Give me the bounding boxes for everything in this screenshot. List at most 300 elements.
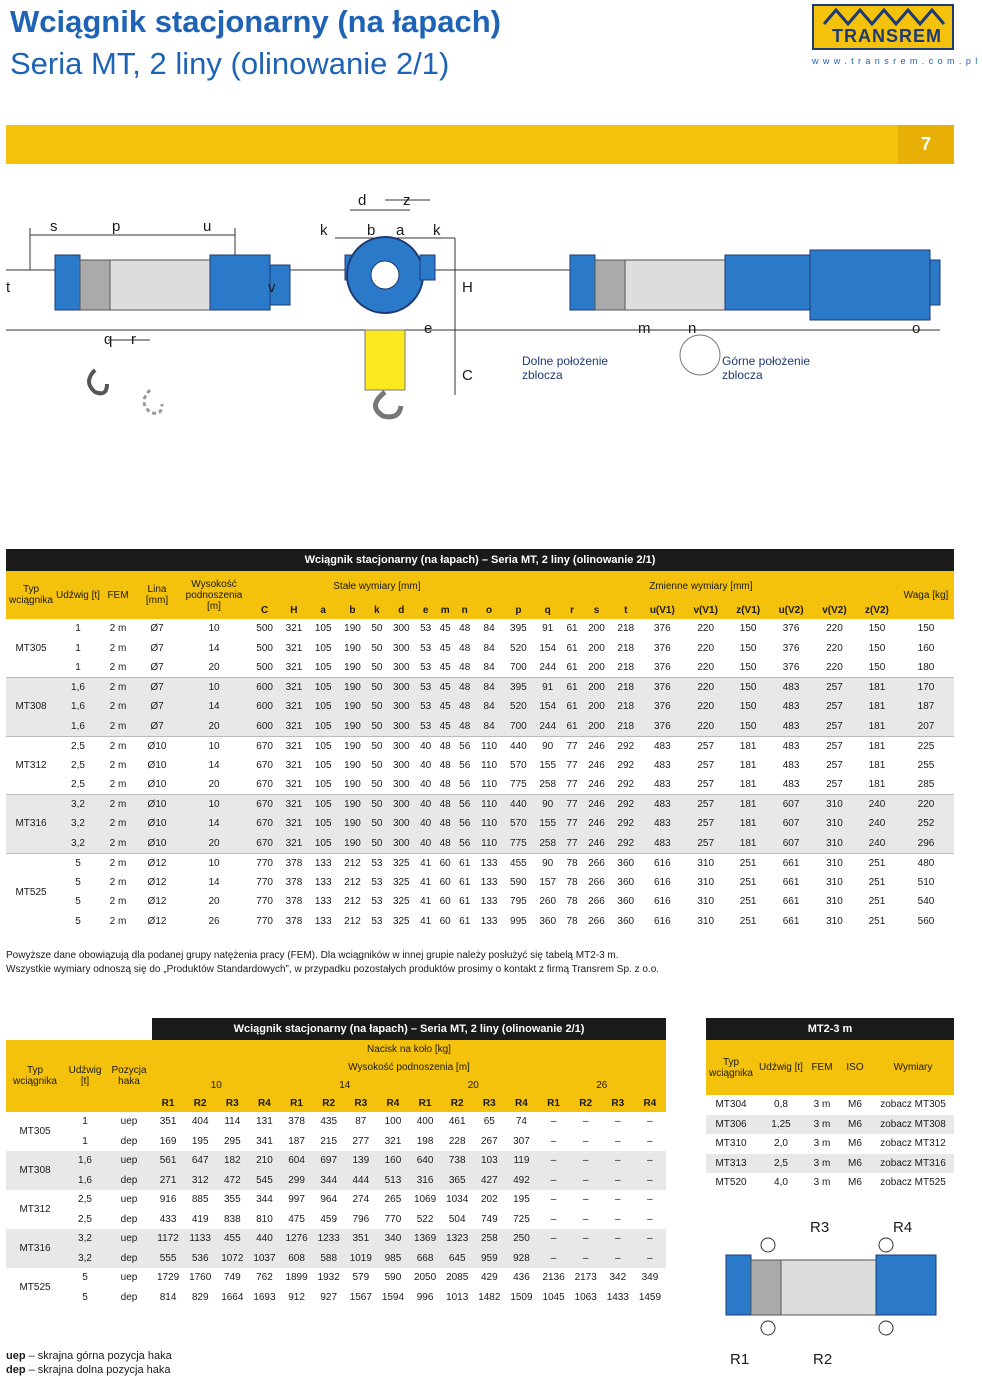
table-cell: 1899 [285, 1272, 308, 1284]
table-row [6, 697, 954, 717]
table-cell: 215 [320, 1135, 338, 1147]
table-cell: 61 [455, 853, 475, 873]
table-cell: – [634, 1229, 666, 1249]
header-udzwig: Udźwig [t] [56, 589, 100, 601]
table-cell: 257 [826, 779, 843, 790]
table-cell: 435 [320, 1116, 338, 1128]
table-cell: 645 [441, 1249, 473, 1269]
table-cell: 2 m [109, 623, 127, 635]
table-cell: 996 [416, 1291, 434, 1303]
table-cell: 1063 [574, 1291, 597, 1303]
table-row [706, 1173, 954, 1193]
dimensions-table [6, 549, 954, 931]
table-cell: 105 [309, 717, 338, 737]
table-cell: 257 [813, 678, 856, 698]
table-cell: 560 [917, 915, 935, 927]
table-cell: 321 [285, 779, 303, 790]
table-cell: 1693 [253, 1291, 276, 1303]
dim-u: u [203, 218, 212, 235]
table-cell: 292 [611, 795, 640, 815]
table-cell: 180 [917, 662, 935, 673]
lower-position-note: Dolne położenie zblocza [522, 354, 609, 382]
table-cell: 483 [769, 736, 813, 756]
table-cell: 53 [416, 697, 436, 717]
table-cell: 661 [782, 896, 800, 908]
table-cell: 133 [314, 896, 332, 908]
table-cell: 2 m [109, 915, 127, 927]
logo-text: TRANSREM [832, 26, 942, 46]
table-cell: 310 [697, 896, 715, 908]
table-cell: 110 [474, 795, 503, 815]
table-cell: 41 [420, 896, 432, 908]
table-cell: 461 [448, 1116, 466, 1128]
table-cell: 40 [416, 814, 436, 834]
table-cell: 150 [727, 697, 769, 717]
table-cell: 604 [281, 1151, 313, 1171]
table-cell: 810 [256, 1213, 273, 1225]
table-cell: 53 [420, 662, 432, 673]
table-row [6, 1151, 666, 1171]
table-cell: 300 [387, 795, 416, 815]
table-cell: 3,2 [56, 814, 100, 834]
table-cell: 61 [562, 717, 582, 737]
table-cell: 61 [459, 915, 471, 927]
table-cell: 455 [216, 1229, 248, 1249]
table-cell: 378 [288, 1116, 305, 1128]
table-cell: 321 [279, 697, 308, 717]
table-cell: 1,25 [756, 1115, 806, 1135]
table-cell: 60 [439, 876, 451, 888]
table-cell: 492 [505, 1171, 537, 1191]
table-cell: – [570, 1229, 602, 1249]
table-row [6, 834, 954, 854]
page-number: 7 [898, 125, 954, 164]
table-cell: 257 [684, 814, 727, 834]
height-header-0: 10 [210, 1079, 222, 1091]
table-cell: 351 [159, 1116, 177, 1128]
table-cell: 246 [588, 759, 605, 771]
table-cell: 536 [184, 1249, 216, 1269]
dim-b: b [367, 222, 376, 239]
table-cell: Ø7 [136, 717, 178, 737]
table-cell: 53 [371, 915, 383, 927]
table-cell: 133 [314, 915, 332, 927]
table-cell: 2,5 [71, 759, 85, 771]
table-cell: 90 [533, 853, 562, 873]
table-cell: 376 [640, 717, 684, 737]
table-cell: 14 [208, 876, 220, 888]
upper-position-note: Górne położenie zblocza [722, 354, 811, 382]
table-cell: 964 [320, 1194, 338, 1206]
table-row [6, 1249, 666, 1269]
table-cell: 480 [898, 853, 954, 873]
table-cell: 376 [782, 623, 800, 635]
sub-header-4: k [374, 604, 380, 616]
table-row [706, 1134, 954, 1154]
table-cell: 155 [533, 814, 562, 834]
table-row [6, 678, 954, 698]
table-row [6, 912, 954, 932]
table-cell: 181 [856, 736, 898, 756]
table-cell: M6 [838, 1115, 872, 1135]
table-cell: 959 [473, 1249, 505, 1269]
table-cell: 607 [769, 795, 813, 815]
table-cell: M6 [838, 1154, 872, 1174]
table-cell: 1482 [478, 1291, 501, 1303]
table-cell: 48 [455, 697, 475, 717]
table-cell: 344 [313, 1171, 345, 1191]
sub-header-12: r [570, 604, 575, 616]
table-cell: dep [120, 1291, 138, 1303]
table-cell: 105 [314, 662, 332, 673]
t3-header-wymiary: Wymiary [893, 1062, 933, 1073]
table-cell: dep [120, 1213, 138, 1225]
table-cell: M6 [848, 1138, 862, 1150]
table-cell: 61 [562, 697, 582, 717]
table-cell: 749 [480, 1213, 498, 1225]
table-cell: 48 [459, 662, 471, 673]
table-cell: 251 [868, 915, 886, 927]
table-cell: 187 [288, 1135, 305, 1147]
dim-H: H [462, 279, 473, 296]
table-cell: 321 [285, 623, 303, 635]
table-cell: – [582, 1194, 589, 1206]
table-cell: 105 [309, 736, 338, 756]
table-cell: 41 [420, 876, 432, 888]
table-cell: 50 [367, 834, 387, 854]
r-header: R4 [258, 1097, 271, 1109]
table-cell: 257 [813, 736, 856, 756]
table-cell: 150 [739, 623, 757, 635]
row-type: MT308 [6, 678, 56, 737]
table-cell: 77 [562, 736, 582, 756]
r-header: R1 [418, 1097, 432, 1109]
table-cell: 360 [617, 896, 635, 908]
dim-r: r [131, 331, 136, 348]
table-cell: Ø7 [150, 662, 164, 673]
table-cell: Ø7 [150, 642, 164, 654]
table-cell: 540 [917, 896, 935, 908]
table-cell: 244 [539, 662, 557, 673]
table-cell: 436 [513, 1272, 530, 1284]
table-cell: 10 [178, 795, 250, 815]
table-cell: 155 [539, 759, 557, 771]
table-cell: 251 [868, 876, 886, 888]
table-cell: 1323 [441, 1229, 473, 1249]
table-cell: Ø12 [147, 896, 167, 908]
table-cell: 4,0 [774, 1177, 788, 1189]
table-cell: 300 [387, 834, 416, 854]
dim-n: n [688, 320, 697, 337]
table-row [6, 1268, 666, 1288]
wheel-r1-label: R1 [730, 1351, 750, 1368]
table-cell: 250 [505, 1229, 537, 1249]
sub-header-18: u(V2) [778, 604, 804, 616]
table-cell: 310 [813, 795, 856, 815]
wheel-r4-label: R4 [893, 1219, 913, 1236]
table-cell: – [647, 1194, 653, 1206]
table-cell: 84 [483, 642, 495, 654]
table-cell: 48 [435, 834, 455, 854]
table-cell: dep [106, 1171, 152, 1191]
table-cell: 212 [344, 915, 361, 927]
table-cell: 40 [416, 795, 436, 815]
table-row [6, 1190, 666, 1210]
table-cell: 154 [533, 697, 562, 717]
table-cell: 48 [455, 717, 475, 737]
table-cell: 45 [435, 678, 455, 698]
table-cell: 749 [223, 1272, 241, 1284]
table-cell: 590 [384, 1272, 402, 1284]
table-cell: 838 [223, 1213, 241, 1225]
table-cell: 570 [510, 759, 527, 771]
table-cell: Ø10 [147, 759, 167, 771]
table-cell: 218 [617, 662, 635, 673]
table-row [6, 1288, 666, 1308]
table-cell: 56 [455, 834, 475, 854]
dim-k-left: k [320, 222, 328, 239]
table-cell: 1664 [221, 1291, 244, 1303]
r-header: R1 [290, 1097, 303, 1109]
table-cell: 600 [250, 697, 279, 717]
height-header-1: 14 [339, 1079, 351, 1091]
table-cell: 1,6 [56, 678, 100, 698]
table-cell: 228 [448, 1135, 466, 1147]
table-cell: 105 [309, 814, 338, 834]
table-cell: 84 [483, 662, 495, 673]
r-header: R1 [161, 1097, 175, 1109]
table-cell: 225 [898, 736, 954, 756]
website-link[interactable]: www.transrem.com.pl [812, 56, 982, 66]
table-cell: 220 [697, 662, 715, 673]
table-cell: 114 [224, 1116, 241, 1128]
table-cell: 200 [588, 642, 605, 654]
table-cell: 661 [769, 853, 813, 873]
table-cell: 257 [684, 795, 727, 815]
table-cell: dep [120, 1135, 138, 1147]
page-subtitle: Seria MT, 2 liny (olinowanie 2/1) [10, 46, 450, 81]
sub-header-11: q [544, 604, 551, 616]
table-cell: zobacz MT305 [880, 1099, 946, 1111]
table-cell: 14 [208, 642, 220, 654]
table-cell: 91 [533, 678, 562, 698]
table-cell: 110 [474, 834, 503, 854]
table-cell: 218 [611, 697, 640, 717]
table-cell: Ø10 [136, 814, 178, 834]
table-cell: 190 [338, 736, 367, 756]
table-cell: – [615, 1194, 621, 1206]
table-cell: 2173 [574, 1272, 597, 1284]
table-cell: 48 [459, 623, 471, 635]
table-cell: 483 [640, 795, 684, 815]
table-cell: 14 [178, 697, 250, 717]
table-cell: 257 [697, 759, 715, 771]
t2-header-udzwig: Udźwig [t] [68, 1065, 102, 1087]
table-cell: 84 [474, 717, 503, 737]
table-cell: 218 [617, 623, 635, 635]
table-cell: 510 [917, 876, 935, 888]
table-cell: 2 m [109, 662, 127, 673]
r-header: R4 [386, 1097, 400, 1109]
table-cell: 616 [653, 896, 671, 908]
table-cell: 916 [159, 1194, 177, 1206]
table-cell: 5 [56, 853, 100, 873]
table-cell: M6 [848, 1099, 862, 1111]
table-cell: 300 [392, 642, 410, 654]
table-cell: 182 [216, 1151, 248, 1171]
table-cell: 0,8 [774, 1099, 788, 1111]
table-cell: dep [106, 1249, 152, 1269]
table-cell: 133 [314, 876, 332, 888]
table-cell: 1,6 [64, 1151, 106, 1171]
table-cell: Ø12 [136, 853, 178, 873]
table-cell: 376 [653, 662, 671, 673]
r-header: R2 [193, 1097, 207, 1109]
table-cell: 555 [152, 1249, 184, 1269]
legend-uep-key: uep [6, 1350, 26, 1362]
table-cell: uep [120, 1116, 138, 1128]
table-cell: 74 [515, 1116, 527, 1128]
table-cell: 190 [338, 814, 367, 834]
dim-o: o [912, 320, 921, 337]
table-cell: 2 m [109, 896, 127, 908]
table-cell: 321 [279, 717, 308, 737]
table-cell: – [538, 1151, 570, 1171]
table-cell: 670 [250, 795, 279, 815]
table-cell: zobacz MT312 [880, 1138, 946, 1150]
table-cell: 1 [82, 1135, 88, 1147]
table-cell: 1233 [313, 1229, 345, 1249]
row-type: MT305 [19, 1126, 51, 1137]
table-cell: 1,6 [56, 717, 100, 737]
table-cell: 20 [208, 896, 220, 908]
table-cell: 133 [480, 876, 498, 888]
table-cell: 1433 [606, 1291, 629, 1303]
table-cell: 220 [826, 642, 843, 654]
table-cell: 258 [539, 779, 557, 790]
sub-header-17: z(V1) [736, 604, 761, 616]
table-cell: 616 [640, 853, 684, 873]
table-cell: – [602, 1229, 634, 1249]
table-cell: 321 [279, 814, 308, 834]
table-cell: 150 [868, 623, 886, 635]
table-cell: 190 [344, 662, 361, 673]
table-cell: – [582, 1116, 589, 1128]
table-cell: 20 [178, 834, 250, 854]
table-cell: 14 [208, 759, 220, 771]
table-cell: 157 [539, 876, 557, 888]
table-cell: 1069 [413, 1194, 437, 1206]
table-cell: 795 [510, 896, 527, 908]
table-cell: 56 [455, 736, 475, 756]
table-cell: 150 [917, 623, 935, 635]
table-cell: 252 [898, 814, 954, 834]
table-cell: 378 [285, 896, 303, 908]
table-cell: 257 [826, 759, 843, 771]
table-cell: 770 [250, 853, 279, 873]
table-cell: 2 m [100, 834, 136, 854]
table-cell: 110 [474, 736, 503, 756]
table-cell: 41 [420, 915, 432, 927]
table-cell: 240 [856, 814, 898, 834]
table-cell: 814 [159, 1291, 177, 1303]
table-cell: 300 [392, 662, 410, 673]
table-cell: 181 [727, 795, 769, 815]
table-cell: 258 [473, 1229, 505, 1249]
t2-header-pozycja: Pozycja haka [111, 1065, 147, 1087]
sub-header-0: C [261, 604, 269, 616]
table-cell: 50 [371, 779, 383, 790]
table-cell: 829 [191, 1291, 209, 1303]
table-cell: 3,2 [64, 1249, 106, 1269]
table-cell: 139 [345, 1151, 377, 1171]
table-cell: 670 [256, 779, 273, 790]
table-cell: – [550, 1135, 557, 1147]
logo-triangles-icon [814, 6, 952, 28]
table-cell: 3 m [813, 1177, 831, 1189]
table-cell: uep [120, 1272, 138, 1284]
table-cell: 60 [439, 896, 451, 908]
table-cell: 1034 [446, 1194, 469, 1206]
table-cell: 266 [582, 853, 611, 873]
table-cell: 2 m [109, 759, 127, 771]
table-cell: Ø10 [147, 779, 167, 790]
table-cell: 697 [313, 1151, 345, 1171]
table-cell: 160 [917, 642, 935, 654]
table-cell: 3 m [806, 1154, 838, 1174]
legend-uep [6, 1350, 172, 1362]
table-row [6, 756, 954, 776]
table-cell: 50 [367, 717, 387, 737]
table-cell: 3 m [813, 1099, 831, 1111]
table-cell: 190 [344, 759, 361, 771]
sub-header-20: z(V2) [865, 604, 889, 616]
sub-header-7: m [440, 604, 450, 616]
table-cell: 295 [223, 1135, 241, 1147]
table-cell: 2085 [446, 1272, 469, 1284]
table-cell: 77 [562, 795, 582, 815]
sub-header-10: p [515, 604, 522, 616]
dim-p: p [112, 218, 121, 235]
table-cell: 770 [256, 896, 273, 908]
table-cell: 14 [178, 814, 250, 834]
table-cell: 84 [474, 678, 503, 698]
page-title: Wciągnik stacjonarny (na łapach) [10, 4, 501, 39]
table-cell: – [634, 1151, 666, 1171]
table-cell: 342 [609, 1272, 627, 1284]
dim-e: e [424, 320, 433, 337]
table-cell: 246 [582, 795, 611, 815]
table-cell: 400 [416, 1116, 434, 1128]
table-cell: 218 [611, 717, 640, 737]
table-cell: 100 [384, 1116, 402, 1128]
table-cell: 220 [826, 623, 843, 635]
table-cell: 775 [504, 834, 533, 854]
table-row [706, 1154, 954, 1174]
table-cell: 50 [371, 662, 383, 673]
table-cell: Ø10 [136, 834, 178, 854]
table-cell: 310 [826, 896, 843, 908]
table-cell: 257 [813, 717, 856, 737]
dim-t: t [6, 279, 11, 296]
table-cell: 3 m [813, 1138, 831, 1150]
table-cell: 483 [653, 779, 671, 790]
table-cell: 150 [868, 662, 886, 673]
legend-dep-text: – skrajna dolna pozycja haka [28, 1364, 171, 1376]
table-cell: 53 [420, 623, 432, 635]
table-cell: 105 [309, 795, 338, 815]
table-cell: 310 [697, 915, 715, 927]
